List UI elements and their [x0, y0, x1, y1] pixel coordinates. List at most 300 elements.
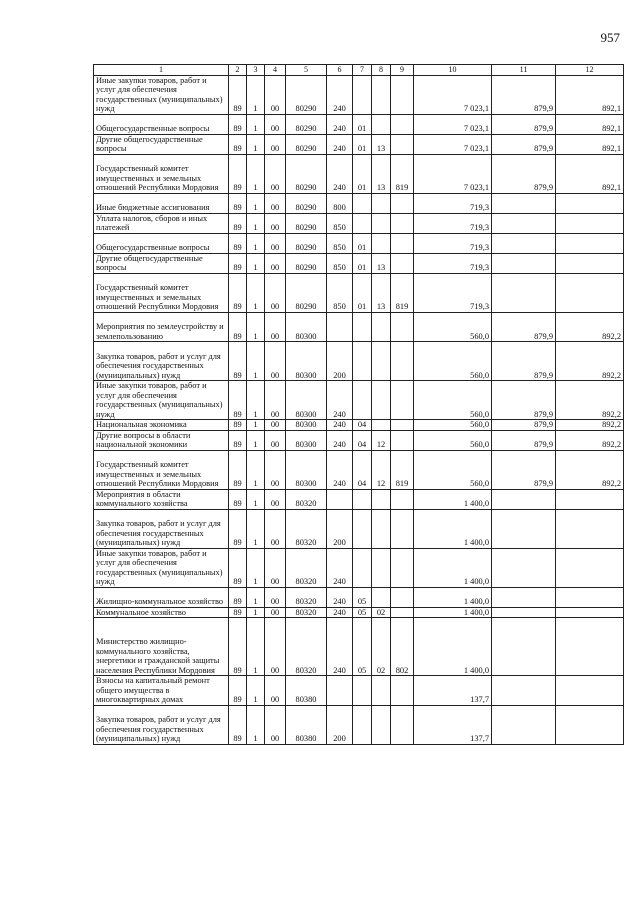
- amount-col-11: [492, 213, 556, 233]
- column-header: 5: [286, 65, 327, 76]
- table-body: [94, 75, 624, 744]
- code-col-9: [391, 342, 414, 381]
- code-col-7: [353, 489, 372, 509]
- amount-col-10: 7 023,1: [414, 114, 492, 134]
- code-col-3: 1: [247, 509, 265, 548]
- code-col-2: 89: [229, 342, 247, 381]
- code-col-9: [391, 312, 414, 342]
- amount-col-12: 892,2: [556, 342, 624, 381]
- table-row: [94, 509, 624, 548]
- code-col-4: 00: [265, 548, 286, 587]
- code-col-5: 80300: [286, 342, 327, 381]
- row-name: Иные закупки товаров, работ и услуг для обеспечения государственных (муниципальных) нужд: [94, 75, 229, 114]
- amount-col-11: [492, 705, 556, 744]
- row-name: Закупка товаров, работ и услуг для обеспечения государственных (муниципальных) нужд: [94, 509, 229, 548]
- code-col-8: [372, 114, 391, 134]
- code-col-6: 850: [327, 273, 353, 312]
- amount-col-12: 892,2: [556, 430, 624, 450]
- budget-table: [93, 64, 624, 745]
- code-col-7: [353, 381, 372, 420]
- code-col-4: 00: [265, 450, 286, 489]
- code-col-5: 80300: [286, 450, 327, 489]
- table-row: [94, 676, 624, 706]
- code-col-4: 00: [265, 75, 286, 114]
- code-col-6: 200: [327, 509, 353, 548]
- code-col-6: 200: [327, 705, 353, 744]
- code-col-4: 00: [265, 193, 286, 213]
- code-col-6: 850: [327, 213, 353, 233]
- amount-col-10: 560,0: [414, 430, 492, 450]
- code-col-5: 80300: [286, 420, 327, 431]
- table-row: [94, 430, 624, 450]
- code-col-9: [391, 193, 414, 213]
- row-name: Иные закупки товаров, работ и услуг для обеспечения государственных (муниципальных) нужд: [94, 548, 229, 587]
- code-col-9: [391, 676, 414, 706]
- code-col-6: 240: [327, 114, 353, 134]
- amount-col-11: [492, 273, 556, 312]
- row-name: Коммунальное хозяйство: [94, 607, 229, 618]
- code-col-4: 00: [265, 381, 286, 420]
- code-col-4: 00: [265, 705, 286, 744]
- code-col-9: [391, 705, 414, 744]
- column-header: 12: [556, 65, 624, 76]
- code-col-8: 13: [372, 154, 391, 193]
- table-row: [94, 548, 624, 587]
- code-col-5: 80320: [286, 587, 327, 607]
- column-header: 2: [229, 65, 247, 76]
- code-col-4: 00: [265, 114, 286, 134]
- code-col-8: 13: [372, 273, 391, 312]
- code-col-6: 240: [327, 587, 353, 607]
- amount-col-12: 892,2: [556, 381, 624, 420]
- code-col-9: [391, 420, 414, 431]
- code-col-9: 819: [391, 154, 414, 193]
- code-col-3: 1: [247, 342, 265, 381]
- code-col-5: 80300: [286, 312, 327, 342]
- code-col-9: [391, 134, 414, 154]
- code-col-2: 89: [229, 312, 247, 342]
- amount-col-11: [492, 489, 556, 509]
- amount-col-11: 879,9: [492, 114, 556, 134]
- code-col-3: 1: [247, 381, 265, 420]
- amount-col-10: 560,0: [414, 312, 492, 342]
- amount-col-12: [556, 193, 624, 213]
- amount-col-10: 1 400,0: [414, 607, 492, 618]
- table-row: [94, 381, 624, 420]
- code-col-7: 01: [353, 233, 372, 253]
- code-col-4: 00: [265, 213, 286, 233]
- table-header: [94, 65, 624, 76]
- code-col-2: 89: [229, 587, 247, 607]
- code-col-8: 02: [372, 618, 391, 676]
- row-name: Иные закупки товаров, работ и услуг для обеспечения государственных (муниципальных) нужд: [94, 381, 229, 420]
- table-row: [94, 273, 624, 312]
- column-header: 8: [372, 65, 391, 76]
- table-row: [94, 489, 624, 509]
- amount-col-12: 892,1: [556, 75, 624, 114]
- code-col-7: 04: [353, 420, 372, 431]
- code-col-6: [327, 676, 353, 706]
- row-name: Мероприятия в области коммунального хозяйства: [94, 489, 229, 509]
- amount-col-11: 879,9: [492, 420, 556, 431]
- code-col-7: 01: [353, 134, 372, 154]
- code-col-3: 1: [247, 450, 265, 489]
- code-col-7: [353, 705, 372, 744]
- row-name: Другие вопросы в области национальной экономики: [94, 430, 229, 450]
- code-col-4: 00: [265, 509, 286, 548]
- code-col-2: 89: [229, 676, 247, 706]
- code-col-2: 89: [229, 420, 247, 431]
- column-header: 11: [492, 65, 556, 76]
- code-col-2: 89: [229, 233, 247, 253]
- code-col-5: 80300: [286, 430, 327, 450]
- amount-col-11: [492, 607, 556, 618]
- code-col-5: 80290: [286, 193, 327, 213]
- code-col-4: 00: [265, 273, 286, 312]
- code-col-2: 89: [229, 114, 247, 134]
- code-col-3: 1: [247, 114, 265, 134]
- code-col-7: 01: [353, 154, 372, 193]
- row-name: Взносы на капитальный ремонт общего имущества в многоквартирных домах: [94, 676, 229, 706]
- column-header: 10: [414, 65, 492, 76]
- code-col-8: [372, 587, 391, 607]
- amount-col-12: 892,1: [556, 154, 624, 193]
- amount-col-12: 892,2: [556, 312, 624, 342]
- code-col-9: [391, 430, 414, 450]
- code-col-8: [372, 233, 391, 253]
- amount-col-11: [492, 587, 556, 607]
- code-col-8: 13: [372, 134, 391, 154]
- table-row: [94, 154, 624, 193]
- code-col-9: [391, 233, 414, 253]
- amount-col-10: 1 400,0: [414, 618, 492, 676]
- code-col-3: 1: [247, 587, 265, 607]
- row-name: Государственный комитет имущественных и земельных отношений Республики Мордовия: [94, 450, 229, 489]
- code-col-4: 00: [265, 420, 286, 431]
- column-header: 4: [265, 65, 286, 76]
- code-col-3: 1: [247, 213, 265, 233]
- code-col-3: 1: [247, 618, 265, 676]
- amount-col-12: [556, 213, 624, 233]
- amount-col-10: 137,7: [414, 676, 492, 706]
- code-col-6: 850: [327, 253, 353, 273]
- code-col-2: 89: [229, 618, 247, 676]
- row-name: Общегосударственные вопросы: [94, 114, 229, 134]
- amount-col-11: [492, 233, 556, 253]
- code-col-6: 240: [327, 420, 353, 431]
- code-col-9: [391, 587, 414, 607]
- amount-col-11: [492, 676, 556, 706]
- code-col-7: 01: [353, 253, 372, 273]
- code-col-5: 80290: [286, 233, 327, 253]
- row-name: Общегосударственные вопросы: [94, 233, 229, 253]
- code-col-5: 80320: [286, 548, 327, 587]
- code-col-4: 00: [265, 607, 286, 618]
- table-row: [94, 213, 624, 233]
- code-col-7: [353, 312, 372, 342]
- amount-col-10: 137,7: [414, 705, 492, 744]
- code-col-5: 80320: [286, 489, 327, 509]
- code-col-3: 1: [247, 193, 265, 213]
- code-col-4: 00: [265, 587, 286, 607]
- code-col-3: 1: [247, 75, 265, 114]
- code-col-6: 850: [327, 233, 353, 253]
- code-col-2: 89: [229, 154, 247, 193]
- amount-col-11: [492, 509, 556, 548]
- table-row: [94, 253, 624, 273]
- code-col-5: 80320: [286, 618, 327, 676]
- header-row: [94, 65, 624, 76]
- amount-col-12: [556, 676, 624, 706]
- code-col-2: 89: [229, 193, 247, 213]
- code-col-2: 89: [229, 450, 247, 489]
- amount-col-10: 1 400,0: [414, 489, 492, 509]
- code-col-6: 240: [327, 134, 353, 154]
- amount-col-12: 892,2: [556, 420, 624, 431]
- code-col-5: 80380: [286, 676, 327, 706]
- column-header: 7: [353, 65, 372, 76]
- table-row: [94, 193, 624, 213]
- code-col-4: 00: [265, 312, 286, 342]
- code-col-8: [372, 705, 391, 744]
- table-row: [94, 233, 624, 253]
- code-col-3: 1: [247, 676, 265, 706]
- amount-col-11: 879,9: [492, 312, 556, 342]
- code-col-6: 240: [327, 607, 353, 618]
- amount-col-12: [556, 489, 624, 509]
- code-col-9: [391, 381, 414, 420]
- table-row: [94, 420, 624, 431]
- row-name: Государственный комитет имущественных и земельных отношений Республики Мордовия: [94, 273, 229, 312]
- code-col-3: 1: [247, 607, 265, 618]
- amount-col-10: 1 400,0: [414, 509, 492, 548]
- code-col-2: 89: [229, 705, 247, 744]
- code-col-5: 80300: [286, 381, 327, 420]
- amount-col-11: 879,9: [492, 342, 556, 381]
- code-col-2: 89: [229, 548, 247, 587]
- amount-col-10: 7 023,1: [414, 75, 492, 114]
- amount-col-10: 719,3: [414, 273, 492, 312]
- amount-col-11: 879,9: [492, 430, 556, 450]
- amount-col-10: 719,3: [414, 213, 492, 233]
- amount-col-12: [556, 705, 624, 744]
- code-col-2: 89: [229, 607, 247, 618]
- code-col-7: 05: [353, 607, 372, 618]
- code-col-6: [327, 312, 353, 342]
- amount-col-10: 560,0: [414, 450, 492, 489]
- code-col-7: 01: [353, 273, 372, 312]
- column-header: 9: [391, 65, 414, 76]
- code-col-3: 1: [247, 705, 265, 744]
- code-col-8: 12: [372, 430, 391, 450]
- amount-col-12: [556, 587, 624, 607]
- amount-col-12: [556, 273, 624, 312]
- code-col-3: 1: [247, 430, 265, 450]
- table-row: [94, 114, 624, 134]
- code-col-2: 89: [229, 253, 247, 273]
- table-row: [94, 75, 624, 114]
- code-col-7: [353, 193, 372, 213]
- code-col-9: [391, 75, 414, 114]
- row-name: Закупка товаров, работ и услуг для обеспечения государственных (муниципальных) нужд: [94, 705, 229, 744]
- code-col-5: 80320: [286, 607, 327, 618]
- amount-col-12: 892,2: [556, 450, 624, 489]
- code-col-5: 80290: [286, 213, 327, 233]
- code-col-7: 05: [353, 587, 372, 607]
- amount-col-10: 7 023,1: [414, 154, 492, 193]
- code-col-8: 02: [372, 607, 391, 618]
- code-col-2: 89: [229, 273, 247, 312]
- table-row: [94, 312, 624, 342]
- row-name: Иные бюджетные ассигнования: [94, 193, 229, 213]
- code-col-4: 00: [265, 154, 286, 193]
- code-col-9: 819: [391, 450, 414, 489]
- amount-col-11: [492, 548, 556, 587]
- row-name: Национальная экономика: [94, 420, 229, 431]
- row-name: Жилищно-коммунальное хозяйство: [94, 587, 229, 607]
- row-name: Уплата налогов, сборов и иных платежей: [94, 213, 229, 233]
- amount-col-12: 892,1: [556, 114, 624, 134]
- code-col-9: [391, 213, 414, 233]
- code-col-7: 04: [353, 430, 372, 450]
- code-col-8: [372, 548, 391, 587]
- code-col-3: 1: [247, 312, 265, 342]
- code-col-8: [372, 509, 391, 548]
- code-col-5: 80290: [286, 75, 327, 114]
- code-col-2: 89: [229, 134, 247, 154]
- code-col-6: 240: [327, 154, 353, 193]
- amount-col-11: [492, 253, 556, 273]
- amount-col-11: 879,9: [492, 154, 556, 193]
- amount-col-10: 719,3: [414, 253, 492, 273]
- code-col-8: [372, 193, 391, 213]
- row-name: Министерство жилищно-коммунального хозяйства, энергетики и гражданской защиты населения Республики Мордовия: [94, 618, 229, 676]
- code-col-3: 1: [247, 548, 265, 587]
- code-col-3: 1: [247, 253, 265, 273]
- code-col-6: 800: [327, 193, 353, 213]
- table-row: [94, 450, 624, 489]
- code-col-9: 819: [391, 273, 414, 312]
- code-col-2: 89: [229, 509, 247, 548]
- amount-col-12: [556, 233, 624, 253]
- code-col-8: 13: [372, 253, 391, 273]
- code-col-8: [372, 213, 391, 233]
- code-col-8: [372, 342, 391, 381]
- column-header: 6: [327, 65, 353, 76]
- table-row: [94, 587, 624, 607]
- amount-col-10: 719,3: [414, 193, 492, 213]
- code-col-2: 89: [229, 213, 247, 233]
- code-col-2: 89: [229, 430, 247, 450]
- code-col-8: 12: [372, 450, 391, 489]
- amount-col-12: [556, 509, 624, 548]
- code-col-5: 80320: [286, 509, 327, 548]
- amount-col-10: 1 400,0: [414, 548, 492, 587]
- amount-col-12: [556, 618, 624, 676]
- amount-col-11: [492, 618, 556, 676]
- code-col-7: [353, 676, 372, 706]
- amount-col-11: 879,9: [492, 75, 556, 114]
- code-col-5: 80290: [286, 154, 327, 193]
- table-row: [94, 134, 624, 154]
- table-row: [94, 607, 624, 618]
- code-col-8: [372, 381, 391, 420]
- row-name: Другие общегосударственные вопросы: [94, 134, 229, 154]
- amount-col-12: 892,1: [556, 134, 624, 154]
- code-col-7: [353, 75, 372, 114]
- code-col-5: 80290: [286, 134, 327, 154]
- code-col-3: 1: [247, 489, 265, 509]
- amount-col-11: 879,9: [492, 450, 556, 489]
- code-col-7: [353, 342, 372, 381]
- code-col-3: 1: [247, 233, 265, 253]
- code-col-4: 00: [265, 489, 286, 509]
- code-col-2: 89: [229, 489, 247, 509]
- amount-col-12: [556, 253, 624, 273]
- code-col-8: [372, 489, 391, 509]
- amount-col-10: 719,3: [414, 233, 492, 253]
- code-col-5: 80290: [286, 253, 327, 273]
- code-col-6: 240: [327, 618, 353, 676]
- code-col-7: [353, 213, 372, 233]
- code-col-9: 802: [391, 618, 414, 676]
- code-col-2: 89: [229, 381, 247, 420]
- code-col-4: 00: [265, 342, 286, 381]
- code-col-3: 1: [247, 420, 265, 431]
- amount-col-11: 879,9: [492, 134, 556, 154]
- code-col-8: [372, 75, 391, 114]
- code-col-8: [372, 312, 391, 342]
- amount-col-10: 7 023,1: [414, 134, 492, 154]
- code-col-4: 00: [265, 676, 286, 706]
- code-col-9: [391, 509, 414, 548]
- code-col-6: 240: [327, 75, 353, 114]
- code-col-8: [372, 676, 391, 706]
- code-col-6: 240: [327, 430, 353, 450]
- code-col-7: [353, 509, 372, 548]
- code-col-6: 200: [327, 342, 353, 381]
- table-row: [94, 342, 624, 381]
- code-col-4: 00: [265, 430, 286, 450]
- amount-col-10: 560,0: [414, 420, 492, 431]
- code-col-5: 80380: [286, 705, 327, 744]
- row-name: Закупка товаров, работ и услуг для обеспечения государственных (муниципальных) нужд: [94, 342, 229, 381]
- code-col-9: [391, 607, 414, 618]
- code-col-9: [391, 489, 414, 509]
- code-col-3: 1: [247, 273, 265, 312]
- code-col-3: 1: [247, 134, 265, 154]
- amount-col-12: [556, 607, 624, 618]
- row-name: Мероприятия по землеустройству и землепользованию: [94, 312, 229, 342]
- code-col-6: 240: [327, 450, 353, 489]
- amount-col-10: 560,0: [414, 381, 492, 420]
- column-header: 3: [247, 65, 265, 76]
- amount-col-11: [492, 193, 556, 213]
- code-col-2: 89: [229, 75, 247, 114]
- code-col-8: [372, 420, 391, 431]
- code-col-7: 04: [353, 450, 372, 489]
- code-col-4: 00: [265, 618, 286, 676]
- code-col-6: 240: [327, 548, 353, 587]
- code-col-4: 00: [265, 233, 286, 253]
- table-row: [94, 705, 624, 744]
- code-col-4: 00: [265, 134, 286, 154]
- code-col-9: [391, 114, 414, 134]
- row-name: Другие общегосударственные вопросы: [94, 253, 229, 273]
- code-col-7: [353, 548, 372, 587]
- amount-col-10: 560,0: [414, 342, 492, 381]
- column-header: 1: [94, 65, 229, 76]
